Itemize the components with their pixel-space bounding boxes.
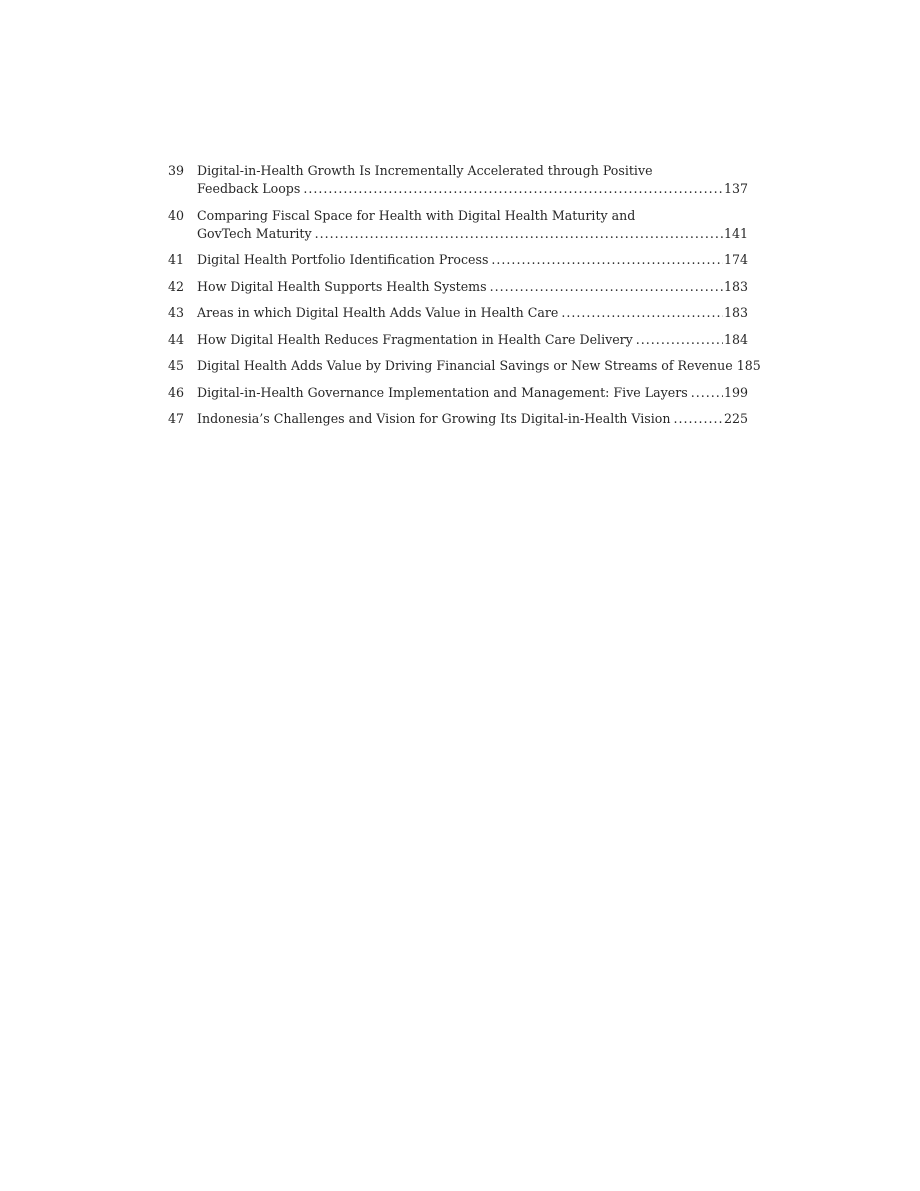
page-number: 183 [723,305,748,320]
page-number: 185 [736,358,761,373]
dot-leader [315,225,723,243]
entry-title: How Digital Health Supports Health Systems [197,278,487,294]
figure-number: 42 [168,278,185,294]
toc-entry[interactable] [168,207,748,243]
dot-leader [636,331,723,349]
toc-entry[interactable] [168,304,748,322]
entry-title: How Digital Health Reduces Fragmentation in Health Care Delivery [197,331,633,347]
page-number: 137 [723,181,748,196]
toc-entry[interactable] [168,162,748,198]
toc-entry[interactable] [168,357,761,375]
entry-title: Areas in which Digital Health Adds Value in Health Care [197,305,559,320]
page-number: 141 [723,225,748,241]
toc-entry[interactable] [168,251,748,269]
page-number: 174 [723,252,748,267]
toc-entry[interactable] [168,278,748,296]
figure-number: 45 [168,358,185,373]
dot-leader [303,180,723,198]
toc-entry[interactable] [168,331,748,349]
figure-number: 44 [168,331,185,347]
figure-number: 46 [168,384,185,400]
page-number: 183 [723,278,748,294]
toc-entry[interactable] [168,384,748,402]
entry-title: Comparing Fiscal Space for Health with Digital Health Maturity and [197,207,636,223]
figure-number: 39 [168,163,185,178]
figure-number: 41 [168,252,185,267]
page-number: 199 [723,384,748,400]
entry-title: Digital Health Adds Value by Driving Financial Savings or New Streams of Revenue [197,358,733,373]
figure-number: 43 [168,305,185,320]
dot-leader [491,251,723,269]
dot-leader [674,410,723,428]
page-number: 184 [723,331,748,347]
dot-leader [561,304,723,322]
entry-title: GovTech Maturity [197,225,312,241]
table-of-figures [168,162,761,428]
toc-entry[interactable] [168,410,748,428]
dot-leader [691,384,723,402]
entry-title: Indonesia’s Challenges and Vision for Growing Its Digital-in-Health Vision [197,411,671,426]
figure-number: 47 [168,411,185,426]
dot-leader [490,278,723,296]
entry-title: Digital-in-Health Growth Is Incrementally Accelerated through Positive [197,163,653,178]
figure-number: 40 [168,207,185,223]
page-number: 225 [723,411,748,426]
entry-title: Digital-in-Health Governance Implementation and Management: Five Layers [197,384,688,400]
entry-title: Digital Health Portfolio Identification Process [197,252,489,267]
entry-title: Feedback Loops [197,181,301,196]
